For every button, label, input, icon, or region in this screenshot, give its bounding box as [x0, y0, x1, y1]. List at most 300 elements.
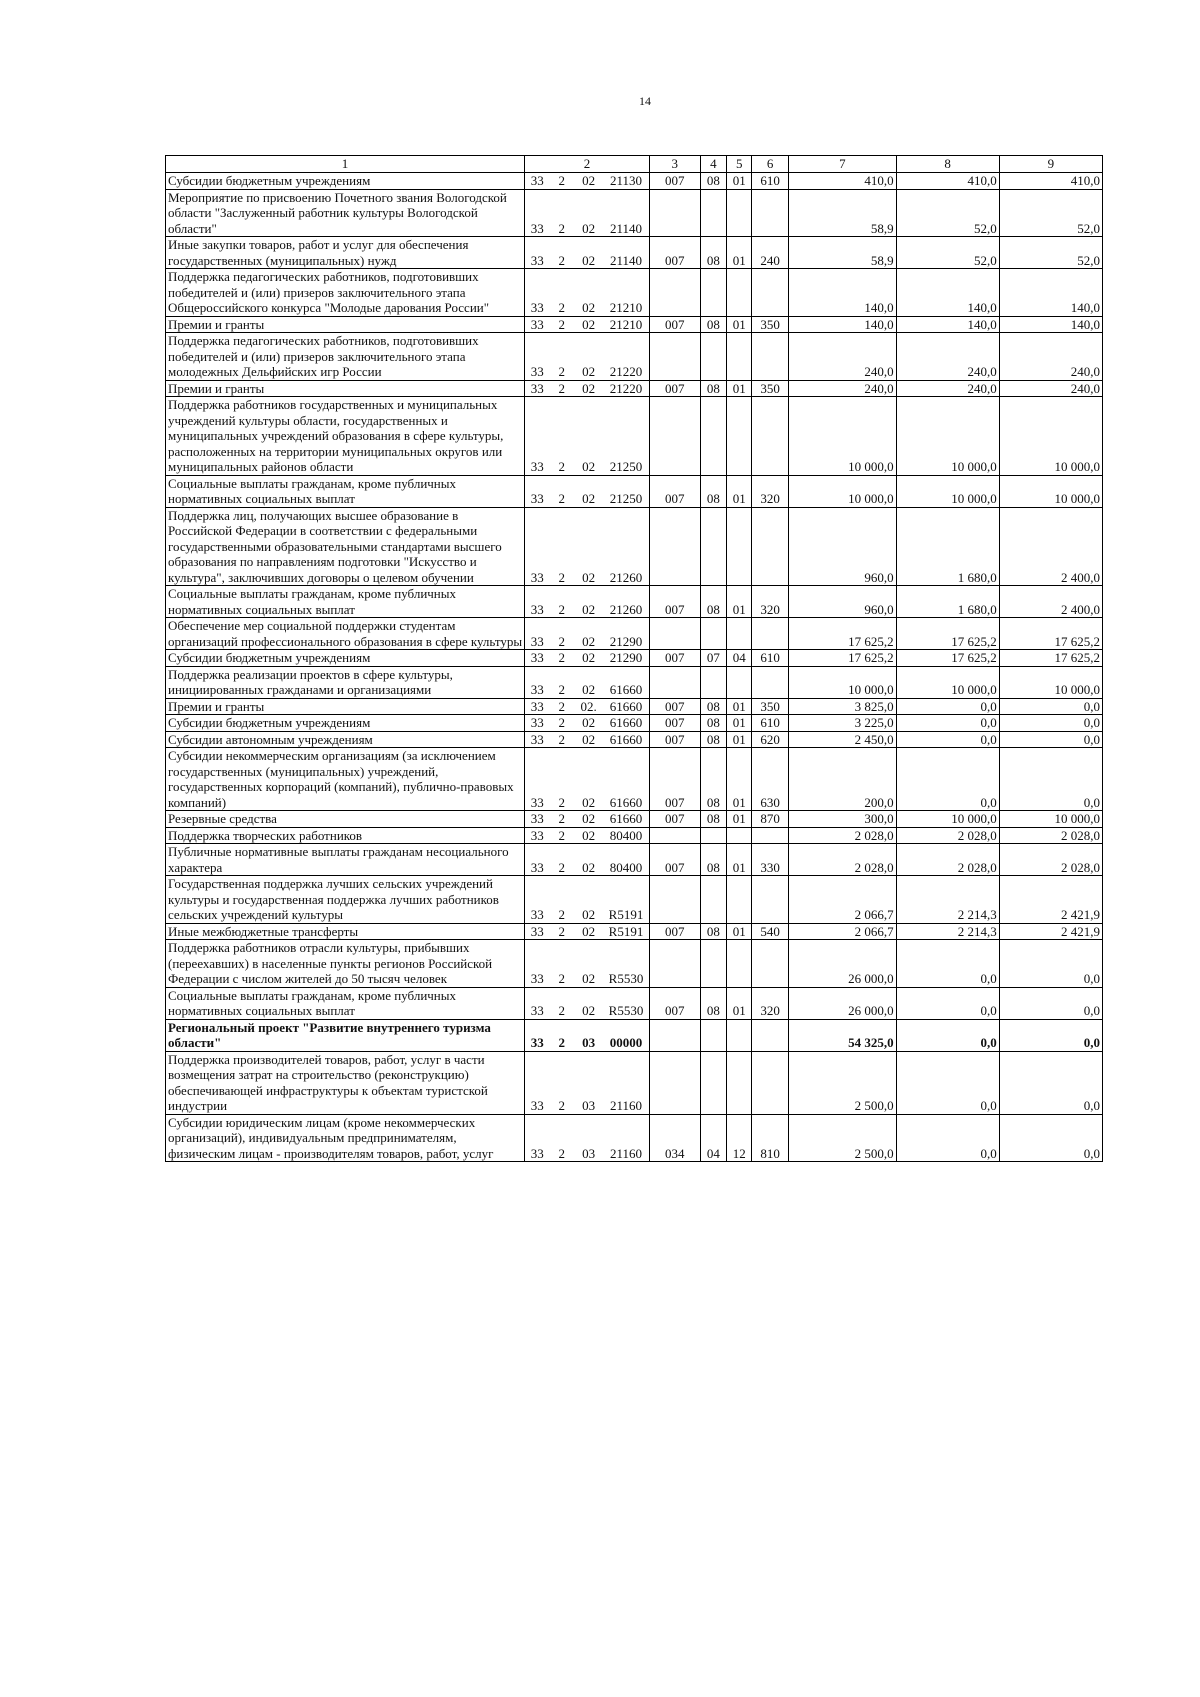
code-subprogram-cell: 2	[549, 189, 574, 237]
header-cell: 5	[727, 156, 752, 173]
row-name-cell: Региональный проект "Развитие внутреннего туризма области"	[166, 1019, 525, 1051]
section-code-cell	[700, 507, 727, 586]
code-subprogram-cell: 2	[549, 1019, 574, 1051]
row-name-cell: Субсидии бюджетным учреждениям	[166, 650, 525, 667]
amount-col8-cell: 410,0	[896, 173, 999, 190]
ministry-code-cell: 007	[649, 650, 700, 667]
code-project-cell: 02	[574, 827, 603, 844]
subsection-code-cell: 01	[727, 844, 752, 876]
code-direction-cell: R5530	[603, 987, 649, 1019]
header-cell: 6	[752, 156, 789, 173]
header-cell: 9	[999, 156, 1102, 173]
expense-type-cell	[752, 1019, 789, 1051]
ministry-code-cell	[649, 876, 700, 924]
code-program-cell: 33	[525, 316, 550, 333]
amount-col7-cell: 58,9	[789, 237, 896, 269]
amount-col7-cell: 17 625,2	[789, 650, 896, 667]
subsection-code-cell	[727, 333, 752, 381]
row-name-cell: Поддержка производителей товаров, работ, услуг в части возмещения затрат на строительство (реконструкцию) обеспечивающей инфраструктуры к объектам туристской индустрии	[166, 1051, 525, 1114]
subsection-code-cell	[727, 269, 752, 317]
row-name-cell: Поддержка реализации проектов в сфере культуры, инициированных гражданами и организациями	[166, 666, 525, 698]
subsection-code-cell: 01	[727, 811, 752, 828]
section-code-cell: 08	[700, 698, 727, 715]
table-row	[166, 237, 1103, 269]
expense-type-cell	[752, 940, 789, 988]
amount-col7-cell: 2 500,0	[789, 1114, 896, 1162]
code-program-cell: 33	[525, 748, 550, 811]
code-subprogram-cell: 2	[549, 844, 574, 876]
table-row	[166, 876, 1103, 924]
table-row	[166, 586, 1103, 618]
code-direction-cell: R5191	[603, 923, 649, 940]
ministry-code-cell	[649, 397, 700, 476]
row-name-cell: Поддержка работников государственных и муниципальных учреждений культуры области, государственных и муниципальных учреждений образования в сфере культуры, расположенных на территории муниципальных округов или муниципальных районов области	[166, 397, 525, 476]
row-name-cell: Субсидии бюджетным учреждениям	[166, 715, 525, 732]
amount-col9-cell: 10 000,0	[999, 666, 1102, 698]
amount-col7-cell: 2 450,0	[789, 731, 896, 748]
row-name-cell: Субсидии некоммерческим организациям (за исключением государственных (муниципальных) учреждений, государственных корпораций (компаний), публично-правовых компаний)	[166, 748, 525, 811]
row-name-cell: Поддержка педагогических работников, подготовивших победителей и (или) призеров заключительного этапа Общероссийского конкурса "Молодые дарования России"	[166, 269, 525, 317]
amount-col7-cell: 17 625,2	[789, 618, 896, 650]
amount-col9-cell: 410,0	[999, 173, 1102, 190]
amount-col7-cell: 240,0	[789, 380, 896, 397]
section-code-cell: 08	[700, 748, 727, 811]
ministry-code-cell	[649, 1051, 700, 1114]
row-name-cell: Поддержка педагогических работников, подготовивших победителей и (или) призеров заключительного этапа молодежных Дельфийских игр России	[166, 333, 525, 381]
amount-col9-cell: 140,0	[999, 269, 1102, 317]
amount-col9-cell: 0,0	[999, 748, 1102, 811]
table-row	[166, 380, 1103, 397]
amount-col8-cell: 2 214,3	[896, 876, 999, 924]
expense-type-cell	[752, 189, 789, 237]
code-project-cell: 02	[574, 715, 603, 732]
amount-col7-cell: 140,0	[789, 316, 896, 333]
code-program-cell: 33	[525, 618, 550, 650]
header-cell: 4	[700, 156, 727, 173]
subsection-code-cell	[727, 827, 752, 844]
expense-type-cell: 350	[752, 380, 789, 397]
row-name-cell: Субсидии автономным учреждениям	[166, 731, 525, 748]
amount-col9-cell: 2 421,9	[999, 923, 1102, 940]
code-program-cell: 33	[525, 586, 550, 618]
code-project-cell: 02	[574, 316, 603, 333]
subsection-code-cell: 01	[727, 173, 752, 190]
amount-col9-cell: 17 625,2	[999, 650, 1102, 667]
amount-col8-cell: 2 028,0	[896, 827, 999, 844]
amount-col9-cell: 0,0	[999, 698, 1102, 715]
amount-col8-cell: 2 028,0	[896, 844, 999, 876]
amount-col7-cell: 410,0	[789, 173, 896, 190]
amount-col8-cell: 0,0	[896, 1019, 999, 1051]
expense-type-cell: 630	[752, 748, 789, 811]
subsection-code-cell	[727, 397, 752, 476]
code-project-cell: 02	[574, 507, 603, 586]
subsection-code-cell: 01	[727, 380, 752, 397]
amount-col7-cell: 2 028,0	[789, 844, 896, 876]
table-row	[166, 987, 1103, 1019]
subsection-code-cell	[727, 1051, 752, 1114]
section-code-cell	[700, 1051, 727, 1114]
code-subprogram-cell: 2	[549, 507, 574, 586]
subsection-code-cell	[727, 189, 752, 237]
row-name-cell: Иные межбюджетные трансферты	[166, 923, 525, 940]
amount-col9-cell: 0,0	[999, 987, 1102, 1019]
amount-col9-cell: 10 000,0	[999, 811, 1102, 828]
code-program-cell: 33	[525, 1114, 550, 1162]
section-code-cell	[700, 269, 727, 317]
code-program-cell: 33	[525, 475, 550, 507]
table-row	[166, 1114, 1103, 1162]
table-row	[166, 1051, 1103, 1114]
ministry-code-cell: 007	[649, 237, 700, 269]
table-row	[166, 269, 1103, 317]
row-name-cell: Субсидии юридическим лицам (кроме некоммерческих организаций), индивидуальным предпринимателям, физическим лицам - производителям товаров, работ, услуг	[166, 1114, 525, 1162]
code-project-cell: 02	[574, 811, 603, 828]
code-program-cell: 33	[525, 380, 550, 397]
ministry-code-cell	[649, 333, 700, 381]
section-code-cell: 08	[700, 475, 727, 507]
code-direction-cell: 61660	[603, 731, 649, 748]
code-project-cell: 02	[574, 731, 603, 748]
table-row	[166, 650, 1103, 667]
amount-col8-cell: 17 625,2	[896, 650, 999, 667]
row-name-cell: Государственная поддержка лучших сельских учреждений культуры и государственная поддержка лучших работников сельских учреждений культуры	[166, 876, 525, 924]
subsection-code-cell	[727, 876, 752, 924]
code-direction-cell: 21160	[603, 1051, 649, 1114]
subsection-code-cell: 01	[727, 475, 752, 507]
code-subprogram-cell: 2	[549, 715, 574, 732]
code-program-cell: 33	[525, 811, 550, 828]
code-project-cell: 02	[574, 333, 603, 381]
code-direction-cell: 21160	[603, 1114, 649, 1162]
section-code-cell	[700, 876, 727, 924]
amount-col9-cell: 240,0	[999, 333, 1102, 381]
amount-col8-cell: 0,0	[896, 1051, 999, 1114]
code-subprogram-cell: 2	[549, 1114, 574, 1162]
subsection-code-cell: 01	[727, 698, 752, 715]
code-project-cell: 02	[574, 269, 603, 317]
code-direction-cell: 21250	[603, 397, 649, 476]
amount-col8-cell: 140,0	[896, 269, 999, 317]
row-name-cell: Иные закупки товаров, работ и услуг для обеспечения государственных (муниципальных) нужд	[166, 237, 525, 269]
amount-col8-cell: 0,0	[896, 731, 999, 748]
code-program-cell: 33	[525, 507, 550, 586]
section-code-cell: 08	[700, 586, 727, 618]
amount-col8-cell: 1 680,0	[896, 586, 999, 618]
ministry-code-cell	[649, 827, 700, 844]
code-subprogram-cell: 2	[549, 397, 574, 476]
code-subprogram-cell: 2	[549, 731, 574, 748]
code-project-cell: 02	[574, 844, 603, 876]
code-project-cell: 02	[574, 475, 603, 507]
amount-col9-cell: 0,0	[999, 731, 1102, 748]
table-row	[166, 923, 1103, 940]
code-subprogram-cell: 2	[549, 698, 574, 715]
expense-type-cell	[752, 333, 789, 381]
code-subprogram-cell: 2	[549, 586, 574, 618]
amount-col9-cell: 2 421,9	[999, 876, 1102, 924]
expense-type-cell: 810	[752, 1114, 789, 1162]
table-row	[166, 666, 1103, 698]
header-cell: 3	[649, 156, 700, 173]
amount-col7-cell: 10 000,0	[789, 397, 896, 476]
table-row	[166, 507, 1103, 586]
section-code-cell: 08	[700, 731, 727, 748]
code-program-cell: 33	[525, 650, 550, 667]
amount-col9-cell: 0,0	[999, 1051, 1102, 1114]
code-project-cell: 02	[574, 666, 603, 698]
ministry-code-cell: 034	[649, 1114, 700, 1162]
amount-col7-cell: 2 066,7	[789, 876, 896, 924]
ministry-code-cell	[649, 940, 700, 988]
section-code-cell	[700, 189, 727, 237]
expense-type-cell: 870	[752, 811, 789, 828]
ministry-code-cell: 007	[649, 731, 700, 748]
table-row	[166, 189, 1103, 237]
code-project-cell: 02	[574, 173, 603, 190]
amount-col9-cell: 17 625,2	[999, 618, 1102, 650]
row-name-cell: Социальные выплаты гражданам, кроме публичных нормативных социальных выплат	[166, 987, 525, 1019]
subsection-code-cell	[727, 940, 752, 988]
ministry-code-cell	[649, 189, 700, 237]
expense-type-cell: 240	[752, 237, 789, 269]
ministry-code-cell: 007	[649, 698, 700, 715]
table-row	[166, 940, 1103, 988]
code-program-cell: 33	[525, 1051, 550, 1114]
code-program-cell: 33	[525, 269, 550, 317]
section-code-cell: 08	[700, 987, 727, 1019]
expense-type-cell: 610	[752, 650, 789, 667]
expense-type-cell: 350	[752, 698, 789, 715]
section-code-cell	[700, 397, 727, 476]
ministry-code-cell: 007	[649, 923, 700, 940]
amount-col7-cell: 2 066,7	[789, 923, 896, 940]
amount-col8-cell: 0,0	[896, 715, 999, 732]
expense-type-cell	[752, 666, 789, 698]
code-subprogram-cell: 2	[549, 618, 574, 650]
header-cell: 8	[896, 156, 999, 173]
table-row	[166, 397, 1103, 476]
code-direction-cell: 21220	[603, 380, 649, 397]
amount-col8-cell: 10 000,0	[896, 666, 999, 698]
code-project-cell: 02	[574, 987, 603, 1019]
expense-type-cell	[752, 507, 789, 586]
subsection-code-cell: 01	[727, 237, 752, 269]
ministry-code-cell	[649, 666, 700, 698]
amount-col9-cell: 2 400,0	[999, 586, 1102, 618]
subsection-code-cell: 01	[727, 715, 752, 732]
table-row	[166, 333, 1103, 381]
amount-col9-cell: 0,0	[999, 1114, 1102, 1162]
code-direction-cell: 00000	[603, 1019, 649, 1051]
section-code-cell	[700, 827, 727, 844]
table-row	[166, 316, 1103, 333]
code-direction-cell: 21140	[603, 237, 649, 269]
row-name-cell: Поддержка лиц, получающих высшее образование в Российской Федерации в соответствии с федеральными государственными образовательными стандартами высшего образования по направлениям подготовки "Искусство и культура", заключивших договоры о целевом обучении	[166, 507, 525, 586]
amount-col9-cell: 2 028,0	[999, 844, 1102, 876]
expense-type-cell: 350	[752, 316, 789, 333]
code-project-cell: 02	[574, 940, 603, 988]
code-subprogram-cell: 2	[549, 237, 574, 269]
expense-type-cell	[752, 827, 789, 844]
amount-col9-cell: 140,0	[999, 316, 1102, 333]
amount-col8-cell: 0,0	[896, 1114, 999, 1162]
amount-col9-cell: 52,0	[999, 189, 1102, 237]
code-program-cell: 33	[525, 827, 550, 844]
expense-type-cell	[752, 1051, 789, 1114]
table-row	[166, 618, 1103, 650]
section-code-cell	[700, 333, 727, 381]
subsection-code-cell	[727, 1019, 752, 1051]
table-row	[166, 811, 1103, 828]
section-code-cell	[700, 618, 727, 650]
row-name-cell: Резервные средства	[166, 811, 525, 828]
expense-type-cell: 610	[752, 173, 789, 190]
code-program-cell: 33	[525, 844, 550, 876]
code-direction-cell: R5191	[603, 876, 649, 924]
code-program-cell: 33	[525, 876, 550, 924]
amount-col7-cell: 3 825,0	[789, 698, 896, 715]
header-row	[166, 156, 1103, 173]
code-project-cell: 02	[574, 876, 603, 924]
header-cell: 1	[166, 156, 525, 173]
row-name-cell: Социальные выплаты гражданам, кроме публичных нормативных социальных выплат	[166, 586, 525, 618]
code-subprogram-cell: 2	[549, 380, 574, 397]
code-program-cell: 33	[525, 731, 550, 748]
amount-col8-cell: 10 000,0	[896, 475, 999, 507]
ministry-code-cell: 007	[649, 475, 700, 507]
amount-col9-cell: 0,0	[999, 940, 1102, 988]
code-project-cell: 03	[574, 1114, 603, 1162]
code-program-cell: 33	[525, 666, 550, 698]
code-direction-cell: 21290	[603, 618, 649, 650]
code-direction-cell: 21210	[603, 269, 649, 317]
section-code-cell: 08	[700, 237, 727, 269]
code-project-cell: 02	[574, 650, 603, 667]
row-name-cell: Поддержка творческих работников	[166, 827, 525, 844]
table-row	[166, 698, 1103, 715]
code-program-cell: 33	[525, 189, 550, 237]
table-row	[166, 844, 1103, 876]
code-subprogram-cell: 2	[549, 827, 574, 844]
subsection-code-cell: 01	[727, 923, 752, 940]
amount-col9-cell: 10 000,0	[999, 475, 1102, 507]
header-cell: 7	[789, 156, 896, 173]
table-row	[166, 475, 1103, 507]
section-code-cell: 07	[700, 650, 727, 667]
amount-col7-cell: 960,0	[789, 586, 896, 618]
code-direction-cell: 21260	[603, 586, 649, 618]
code-program-cell: 33	[525, 698, 550, 715]
code-project-cell: 02	[574, 923, 603, 940]
page-number: 14	[639, 94, 651, 108]
amount-col8-cell: 1 680,0	[896, 507, 999, 586]
expense-type-cell: 620	[752, 731, 789, 748]
expense-type-cell	[752, 269, 789, 317]
code-program-cell: 33	[525, 333, 550, 381]
code-direction-cell: 61660	[603, 698, 649, 715]
code-project-cell: 03	[574, 1019, 603, 1051]
code-project-cell: 02.	[574, 698, 603, 715]
table-row	[166, 827, 1103, 844]
amount-col7-cell: 54 325,0	[789, 1019, 896, 1051]
amount-col7-cell: 58,9	[789, 189, 896, 237]
amount-col7-cell: 10 000,0	[789, 475, 896, 507]
code-direction-cell: 21210	[603, 316, 649, 333]
code-direction-cell: 21260	[603, 507, 649, 586]
code-program-cell: 33	[525, 715, 550, 732]
section-code-cell: 08	[700, 316, 727, 333]
section-code-cell: 04	[700, 1114, 727, 1162]
table-row	[166, 173, 1103, 190]
section-code-cell	[700, 666, 727, 698]
ministry-code-cell	[649, 1019, 700, 1051]
amount-col7-cell: 26 000,0	[789, 940, 896, 988]
subsection-code-cell: 01	[727, 586, 752, 618]
section-code-cell: 08	[700, 811, 727, 828]
amount-col7-cell: 2 500,0	[789, 1051, 896, 1114]
table-row	[166, 1019, 1103, 1051]
code-direction-cell: 80400	[603, 844, 649, 876]
code-direction-cell: 21220	[603, 333, 649, 381]
budget-table	[165, 155, 1103, 1162]
subsection-code-cell	[727, 618, 752, 650]
amount-col9-cell: 240,0	[999, 380, 1102, 397]
amount-col9-cell: 52,0	[999, 237, 1102, 269]
code-program-cell: 33	[525, 987, 550, 1019]
ministry-code-cell: 007	[649, 748, 700, 811]
code-subprogram-cell: 2	[549, 1051, 574, 1114]
ministry-code-cell: 007	[649, 586, 700, 618]
amount-col7-cell: 960,0	[789, 507, 896, 586]
subsection-code-cell: 01	[727, 748, 752, 811]
code-program-cell: 33	[525, 923, 550, 940]
row-name-cell: Премии и гранты	[166, 380, 525, 397]
ministry-code-cell: 007	[649, 811, 700, 828]
section-code-cell: 08	[700, 923, 727, 940]
amount-col8-cell: 10 000,0	[896, 811, 999, 828]
subsection-code-cell: 01	[727, 316, 752, 333]
amount-col8-cell: 140,0	[896, 316, 999, 333]
expense-type-cell: 320	[752, 586, 789, 618]
amount-col7-cell: 200,0	[789, 748, 896, 811]
code-project-cell: 03	[574, 1051, 603, 1114]
code-program-cell: 33	[525, 940, 550, 988]
amount-col8-cell: 0,0	[896, 940, 999, 988]
expense-type-cell: 330	[752, 844, 789, 876]
code-project-cell: 02	[574, 586, 603, 618]
code-subprogram-cell: 2	[549, 269, 574, 317]
code-direction-cell: 61660	[603, 811, 649, 828]
row-name-cell: Премии и гранты	[166, 316, 525, 333]
subsection-code-cell	[727, 507, 752, 586]
code-project-cell: 02	[574, 397, 603, 476]
code-direction-cell: 21250	[603, 475, 649, 507]
code-subprogram-cell: 2	[549, 173, 574, 190]
ministry-code-cell: 007	[649, 715, 700, 732]
amount-col7-cell: 300,0	[789, 811, 896, 828]
ministry-code-cell: 007	[649, 173, 700, 190]
code-subprogram-cell: 2	[549, 748, 574, 811]
code-project-cell: 02	[574, 189, 603, 237]
amount-col9-cell: 0,0	[999, 715, 1102, 732]
code-subprogram-cell: 2	[549, 811, 574, 828]
section-code-cell	[700, 940, 727, 988]
amount-col8-cell: 52,0	[896, 189, 999, 237]
subsection-code-cell: 01	[727, 987, 752, 1019]
table-row	[166, 748, 1103, 811]
code-direction-cell: R5530	[603, 940, 649, 988]
